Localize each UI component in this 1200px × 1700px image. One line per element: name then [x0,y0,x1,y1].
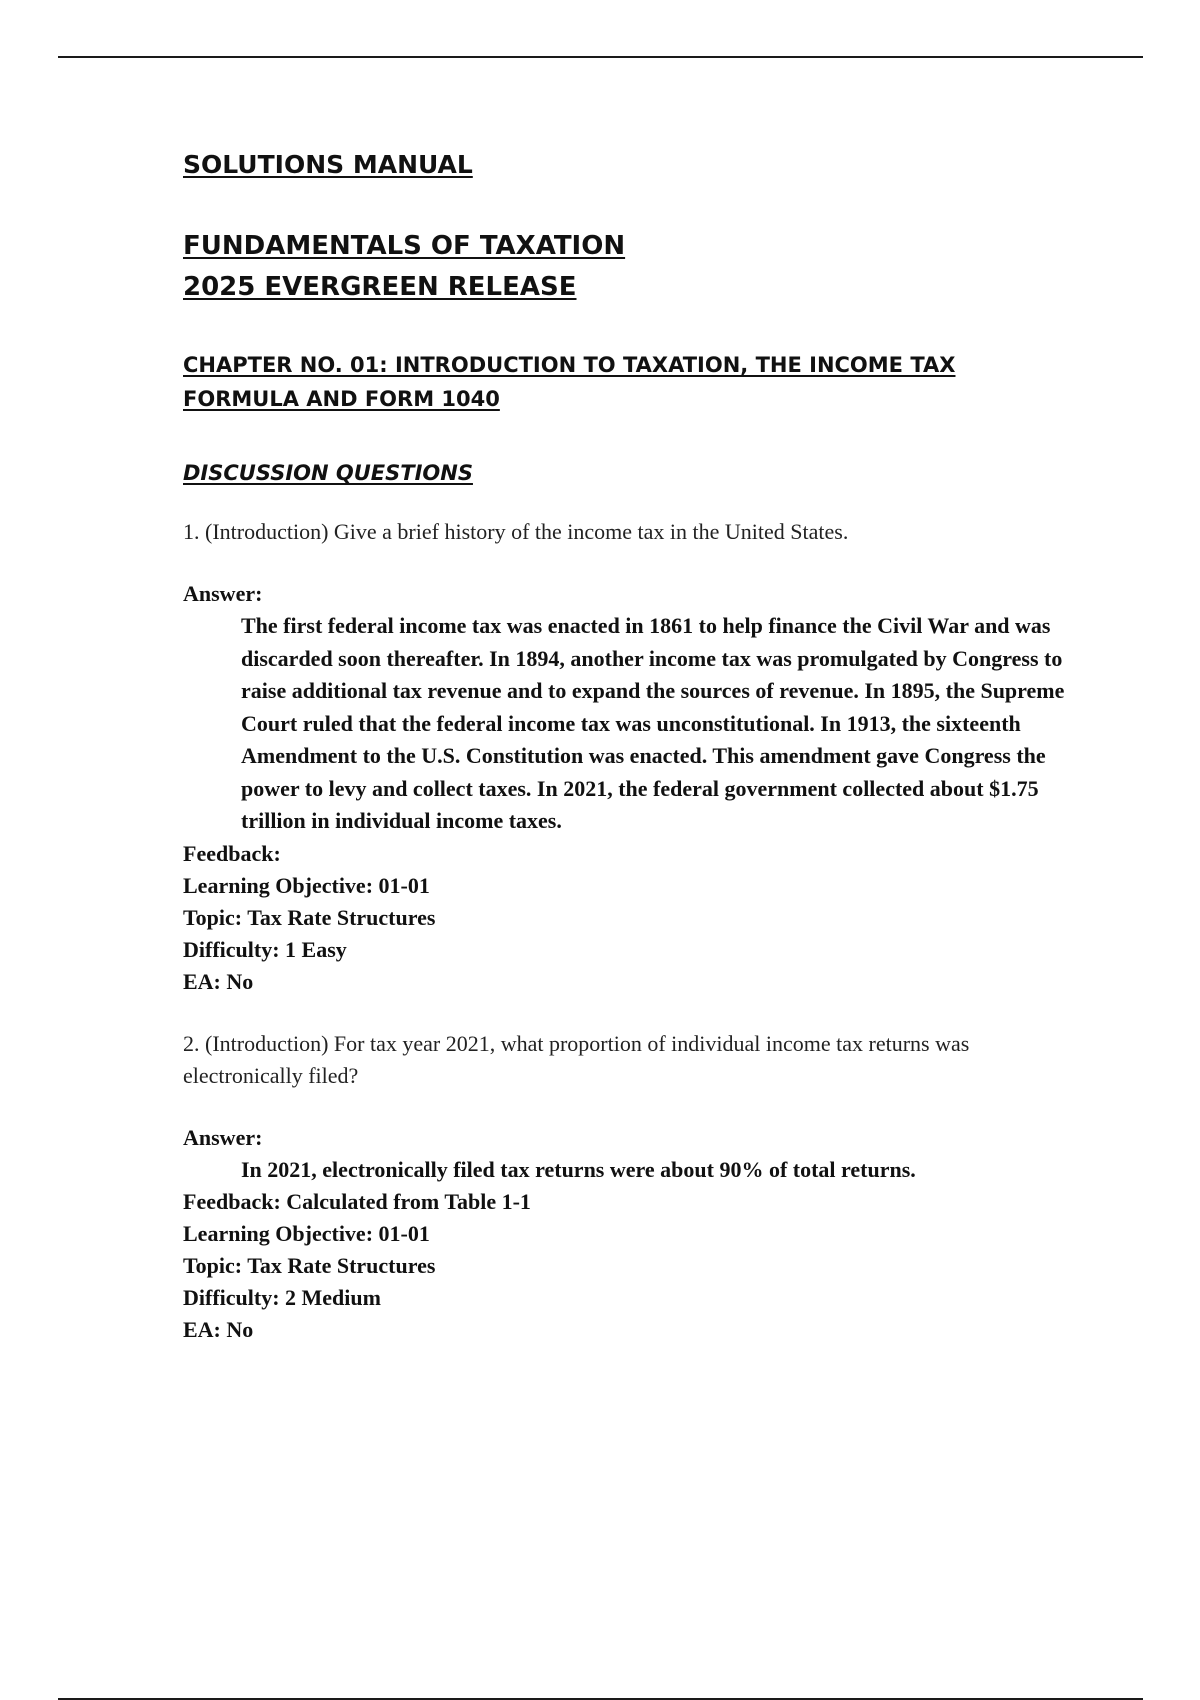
ea-line: EA: No [183,1317,254,1342]
book-title [183,226,1083,308]
question-block-2 [183,1028,1083,1347]
learning-objective-line: Learning Objective: 01-01 [183,872,430,898]
ea-line: EA: No [183,968,254,994]
top-divider [58,56,1143,58]
chapter-heading: CHAPTER NO. 01: INTRODUCTION TO TAXATION, THE INCOME TAX FORMULA AND FORM 1040 [183,353,956,411]
topic-line: Topic: Tax Rate Structures [183,1253,436,1278]
topic-line: Topic: Tax Rate Structures [183,904,436,930]
answer-label: Answer: [183,1124,263,1150]
feedback-line: Feedback: [183,840,281,866]
question-text: 1. (Introduction) Give a brief history of the income tax in the United States. [183,519,849,544]
book-title-line-2: 2025 EVERGREEN RELEASE [183,272,577,302]
learning-objective-line: Learning Objective: 01-01 [183,1221,430,1246]
spacer [183,998,1083,1028]
question-block-1 [183,516,1083,998]
question-text: 2. (Introduction) For tax year 2021, what proportion of individual income tax returns was electronically filed? [183,1030,970,1088]
answer-text: In 2021, electronically filed tax returns were about 90% of total returns. [241,1156,916,1182]
feedback-line: Feedback: Calculated from Table 1-1 [183,1189,531,1214]
answer-label: Answer: [183,581,263,606]
difficulty-line: Difficulty: 1 Easy [183,936,347,962]
document-title: SOLUTIONS MANUAL [183,150,473,179]
answer-text: The first federal income tax was enacted in 1861 to help finance the Civil War and was discarded soon thereafter. In 1894, another income tax was promulgated by Congress to raise additional tax revenue and to expand the sources of revenue. In 1895, the Supreme Court ruled that the federal income tax was unconstitutional. In 1913, the sixteenth Amendment to the U.S. Constitution was enacted. This amendment gave Congress the power to levy and collect taxes. In 2021, the federal government collected about $1.75 trillion in individual income taxes. [241,613,1065,833]
difficulty-line: Difficulty: 2 Medium [183,1285,381,1310]
section-heading: DISCUSSION QUESTIONS [183,461,473,485]
page-content [183,148,1083,1346]
book-title-line-1: FUNDAMENTALS OF TAXATION [183,231,626,261]
